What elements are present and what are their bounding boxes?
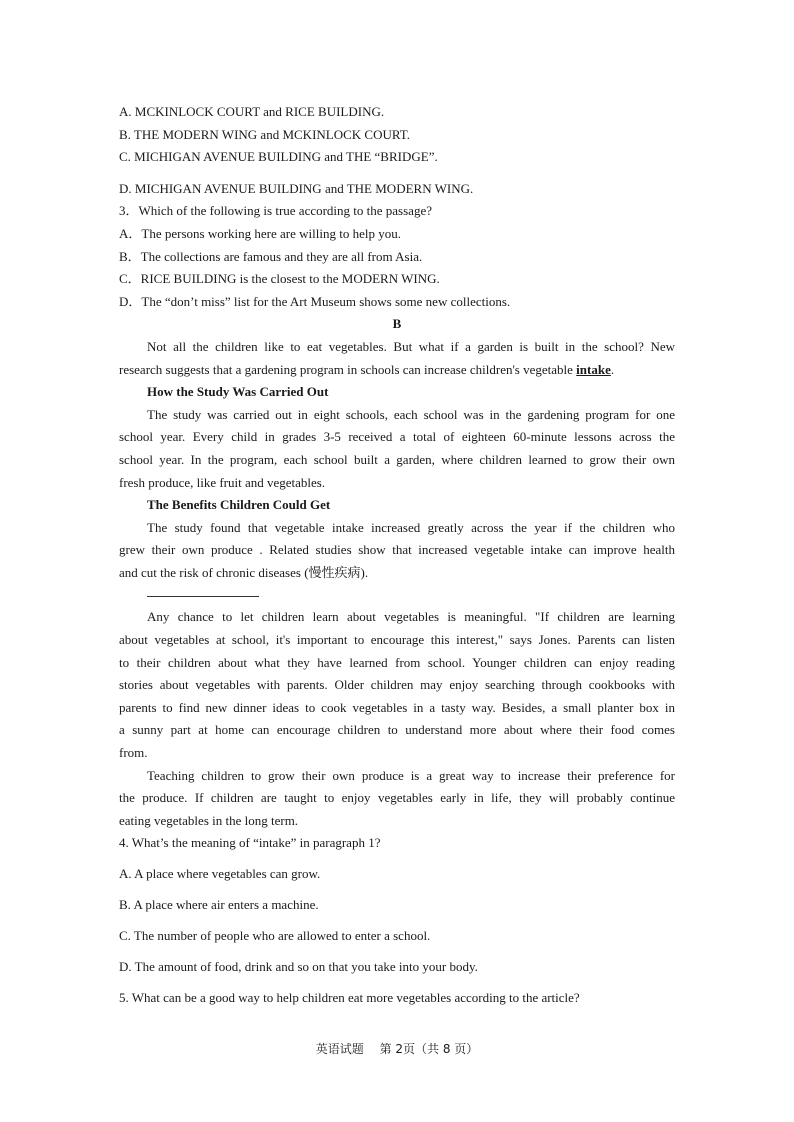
q3 bbox=[119, 200, 675, 313]
p4-line-5: parents to find new dinner ideas to cook vegetables in a tasty way. Besides, a small planter box in bbox=[119, 699, 675, 715]
page-footer bbox=[0, 1040, 794, 1057]
q4-stem: 4. What’s the meaning of “intake” in paragraph 1? bbox=[119, 835, 381, 851]
p4-line-3: to their children about what they have learned from school. Younger children can enjoy reading bbox=[119, 654, 675, 670]
footer-page-number: 第 2页（共 8 页） bbox=[379, 1042, 479, 1056]
p4-line-4: stories about vegetables with parents. Older children may enjoy searching through cookbooks with bbox=[119, 677, 675, 693]
paragraph-4 bbox=[119, 606, 675, 764]
p3-line-2: grew their own produce . Related studies show that increased vegetable intake can improve health bbox=[119, 542, 675, 558]
paragraph-5 bbox=[119, 765, 675, 833]
q4-option-d: D. The amount of food, drink and so on that you take into your body. bbox=[119, 959, 478, 975]
page-content bbox=[119, 101, 675, 1018]
q2-option-b: B. THE MODERN WING and MCKINLOCK COURT. bbox=[119, 126, 410, 142]
p3-line-3: and cut the risk of chronic diseases (慢性疾病). bbox=[119, 564, 369, 580]
q4-option-b: B. A place where air enters a machine. bbox=[119, 897, 319, 913]
blank-line bbox=[119, 584, 675, 606]
q2-option-d: D. MICHIGAN AVENUE BUILDING and THE MODERN WING. bbox=[119, 180, 474, 196]
p1-line-2-text: research suggests that a gardening program in schools can increase children's vegetable bbox=[119, 361, 577, 377]
heading-benefits: The Benefits Children Could Get bbox=[147, 497, 331, 513]
q5-stem: 5. What can be a good way to help children eat more vegetables according to the article? bbox=[119, 990, 580, 1006]
p4-line-2: about vegetables at school, it's important to encourage this interest," says Jones. Parents can listen bbox=[119, 632, 675, 648]
q3-option-c: C．RICE BUILDING is the closest to the MODERN WING. bbox=[119, 271, 440, 287]
p1-line-2-end: . bbox=[610, 361, 615, 377]
paragraph-1 bbox=[119, 336, 675, 381]
footer-subject: 英语试题 bbox=[315, 1042, 364, 1056]
p5-line-3: eating vegetables in the long term. bbox=[119, 812, 299, 828]
q4-option-c: C. The number of people who are allowed to enter a school. bbox=[119, 928, 431, 944]
p2-line-2: school year. Every child in grades 3-5 received a total of eighteen 60-minute lessons across the bbox=[119, 429, 675, 445]
q4 bbox=[119, 832, 675, 987]
p4-line-1: Any chance to let children learn about vegetables is meaningful. "If children are learning bbox=[147, 609, 675, 625]
p1-line-2 bbox=[119, 359, 675, 382]
q3-option-a: A．The persons working here are willing to help you. bbox=[119, 225, 401, 241]
p2-line-3: school year. In the program, each school built a garden, where children learned to grow their own bbox=[119, 451, 675, 467]
q3-stem: 3．Which of the following is true according to the passage? bbox=[119, 203, 432, 219]
p2-line-1: The study was carried out in eight schools, each school was in the gardening program for one bbox=[147, 406, 675, 422]
q4-option-a: A. A place where vegetables can grow. bbox=[119, 866, 321, 882]
p5-line-1: Teaching children to grow their own produce is a great way to increase their preference for bbox=[147, 767, 675, 783]
p5-line-2: the produce. If children are taught to enjoy vegetables early in life, they will probably continue bbox=[119, 790, 675, 806]
p1-line-1: Not all the children like to eat vegetables. But what if a garden is built in the school? New bbox=[147, 338, 675, 354]
q2-option-a: A. MCKINLOCK COURT and RICE BUILDING. bbox=[119, 104, 385, 119]
p2-line-4: fresh produce, like fruit and vegetables. bbox=[119, 474, 326, 490]
q2-options bbox=[119, 101, 675, 200]
p3-line-1: The study found that vegetable intake increased greatly across the year if the children who bbox=[147, 519, 675, 535]
section-b-label: B bbox=[392, 316, 402, 332]
blank-rule bbox=[147, 596, 259, 597]
paragraph-2 bbox=[119, 404, 675, 494]
p4-line-6: a sunny part at home can encourage children to understand more about where their food comes bbox=[119, 722, 675, 738]
p4-line-7: from. bbox=[119, 745, 148, 761]
heading-study: How the Study Was Carried Out bbox=[147, 384, 329, 400]
intake-keyword: intake bbox=[576, 361, 611, 377]
q2-option-c: C. MICHIGAN AVENUE BUILDING and THE “BRIDGE”. bbox=[119, 149, 438, 165]
paragraph-3 bbox=[119, 517, 675, 585]
q3-option-d: D．The “don’t miss” list for the Art Museum shows some new collections. bbox=[119, 293, 511, 309]
q3-option-b: B．The collections are famous and they are all from Asia. bbox=[119, 248, 423, 264]
